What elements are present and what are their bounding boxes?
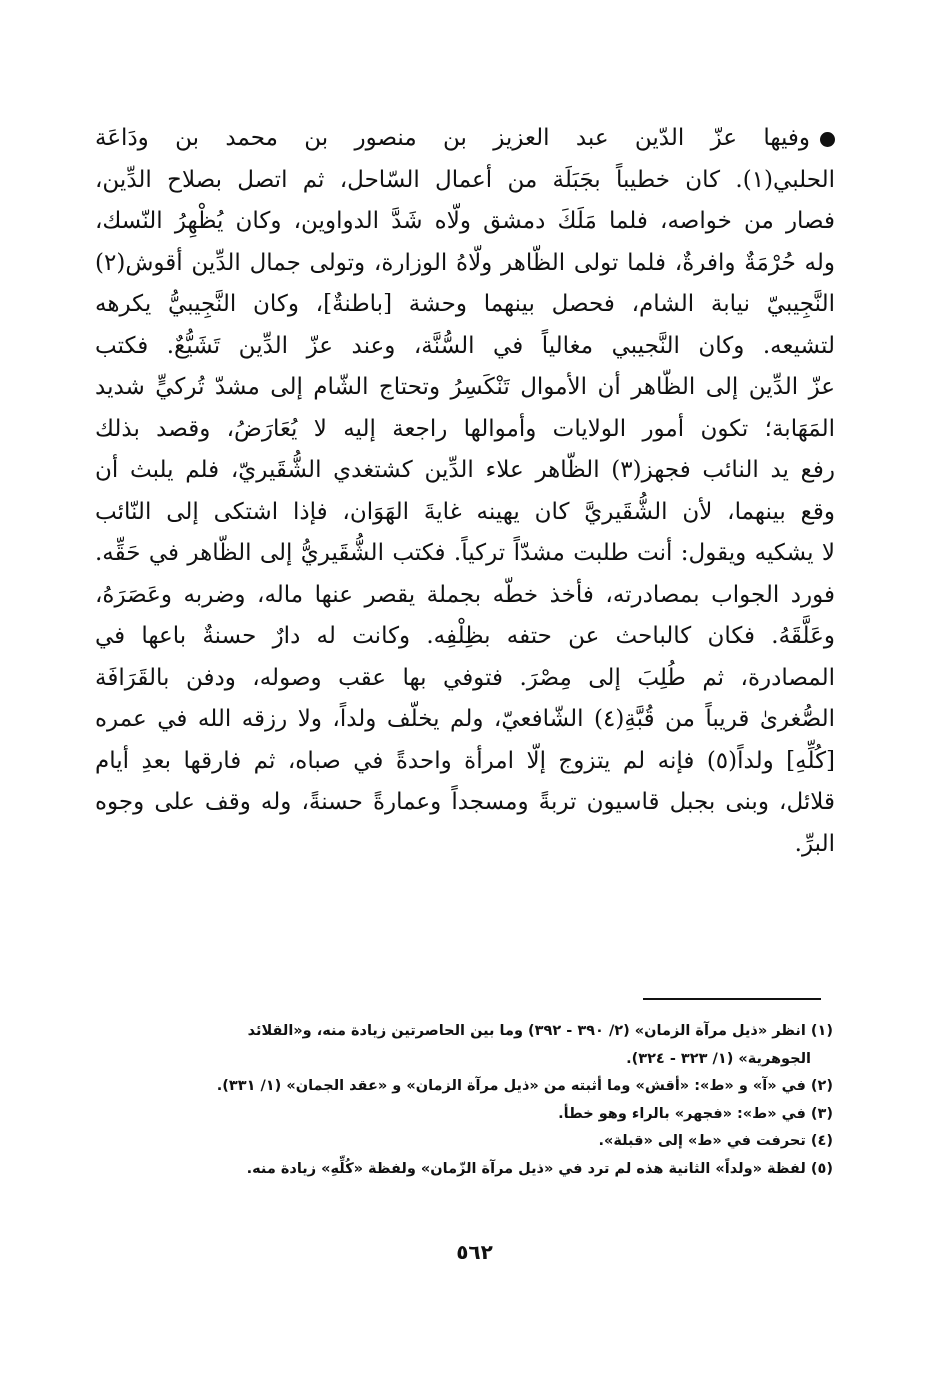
text-line: وقع بينهما، لأن الشُّقَيريَّ كان يهينه غايةَ الهَوَان، فإذا اشتكى إلى النّائب <box>95 498 835 525</box>
text-line: وعَلَّقَهُ. فكان كالباحث عن حتفه بظِلْفِه. وكانت له دارٌ حسنةٌ باعها في <box>95 623 835 649</box>
footnote-5: (٥) لفظة «ولداً» الثانية هذه لم ترد في «ذيل مرآة الزّمان» ولفظة «كُلِّهِ» زيادة منه. <box>246 1160 833 1177</box>
text-line: فصار من خواصه، فلما مَلَكَ دمشق ولّاه شَدَّ الدواوين، وكان يُظْهِرُ النّسك، <box>95 208 835 234</box>
text-line: المصادرة، ثم طُلِبَ إلى مِصْرَ. فتوفي بها عقب وصوله، ودفن بالقَرَافَة <box>95 664 835 691</box>
main-paragraph <box>95 118 835 865</box>
text-line: النَّجِيبيّ نيابة الشام، فحصل بينهما وحشة [باطنةٌ]، وكان النَّجِيبيُّ يكرهه <box>95 291 835 317</box>
text-line: وله حُرْمَةٌ وافرةٌ، فلما تولى الظّاهر ولّاهُ الوزارة، وتولى جمال الدِّين أقوش(٢) <box>95 249 835 276</box>
text-line: لا يشكيه ويقول: أنت طلبت مشدّاً تركياً. فكتب الشُّقَيريُّ إلى الظّاهر في حَقِّه. <box>95 540 835 566</box>
footnote-1-continued: الجوهرية» (١/ ٣٢٣ - ٣٢٤). <box>626 1050 811 1067</box>
text-line: وفيها عزّ الدّين عبد العزيز بن منصور بن محمد بن ودَاعَة <box>95 118 835 160</box>
footnotes <box>100 1018 833 1183</box>
page-number: ٥٦٢ <box>456 1240 493 1264</box>
bullet-icon <box>820 132 835 147</box>
text-line: [كُلِّهِ] ولداً(٥) فإنه لم يتزوج إلّا امرأة واحدةً في صباه، ثم فارقها بعدِ أيام <box>95 747 836 774</box>
text-line: رفع يد النائب فجهز(٣) الظّاهر علاء الدِّين كشتغدي الشُّقَيريّ، فلم يلبث أن <box>95 457 835 483</box>
footnote-separator <box>643 998 821 1000</box>
text-line: البرِّ. <box>794 830 835 857</box>
footnote-4: (٤) تحرفت في «ط» إلى «قبلة». <box>598 1133 833 1149</box>
text-line: المَهَابة؛ تكون أمور الولايات وأموالها راجعة إليه لا يُعَارَضُ، وقصد بذلك <box>95 415 835 442</box>
footnote-3: (٣) في «ط»: «فجهر» بالراء وهو خطأ. <box>558 1105 833 1122</box>
text-line: الحلبي(١). كان خطيباً بجَبَلَة من أعمال السّاحل، ثم اتصل بصلاح الدِّين، <box>95 166 835 193</box>
text-line: فورد الجواب بمصادرته، فأخذ خطّه بجملة يقصر عنها ماله، وضربه وعَصَرَهُ، <box>95 581 835 608</box>
footnote-1: (١) انظر «ذيل مرآة الزمان» (٢/ ٣٩٠ - ٣٩٢) وما بين الحاصرتين زيادة منه، و«القلائد <box>247 1023 833 1039</box>
text-line: الصُّغرىٰ قريباً من قُبَّةِ(٤) الشّافعيّ، ولم يخلّف ولداً، ولا رزقه الله في عمره <box>95 706 835 732</box>
text-line: قلائل، وبنى بجبل قاسيون تربةً ومسجداً وعمارةً حسنةً، وله وقف على وجوه <box>95 789 835 815</box>
footnote-2: (٢) في «آ» و «ط»: «أقش» وما أثبته من «ذيل مرآة الزمان» و «عقد الجمان» (١/ ٣٣١). <box>216 1078 833 1094</box>
text-line: عزّ الدِّين إلى الظّاهر أن الأموال تَنْكَسِرُ وتحتاج الشّام إلى مشدّ تُركيٍّ شديد <box>95 374 835 400</box>
text-line: لتشيعه. وكان النَّجيبي مغالياً في السُّنَّة، وعند عزّ الدِّين تَشَيُّعٌ. فكتب <box>95 332 835 359</box>
